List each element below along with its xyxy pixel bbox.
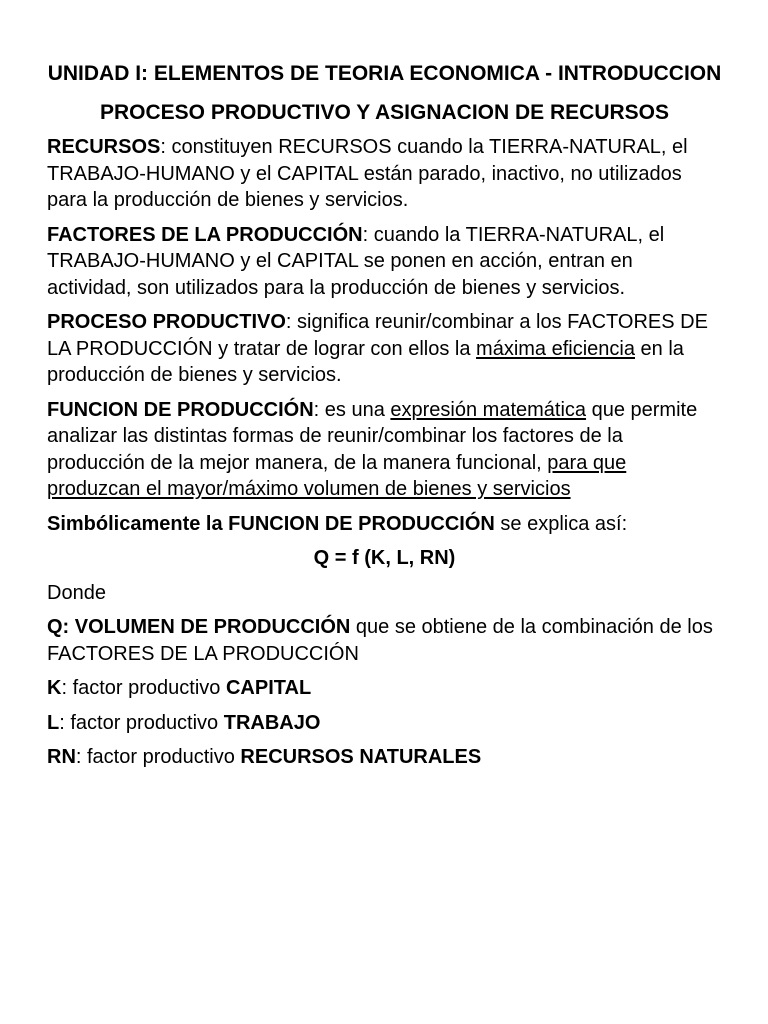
simbolicamente-bold: Simbólicamente la FUNCION DE PRODUCCIÓN	[47, 512, 495, 535]
l-definition	[47, 710, 722, 737]
k-text: : factor productivo	[61, 677, 226, 699]
factores-paragraph	[47, 222, 722, 302]
rn-value: RECURSOS NATURALES	[240, 746, 482, 768]
proceso-term: PROCESO PRODUCTIVO	[47, 311, 286, 333]
l-term: L	[47, 711, 60, 734]
simbolicamente-text: se explica así:	[494, 512, 628, 535]
proceso-text-b: en la producción de bienes y servicios.	[47, 337, 684, 386]
production-formula: Q = f (K, L, RN)	[313, 547, 456, 569]
q-text: que se obtiene de la combinación de los FACTORES DE LA PRODUCCIÓN	[47, 616, 713, 665]
proceso-paragraph	[47, 309, 722, 389]
q-definition	[47, 614, 722, 667]
funcion-underlined-a: expresión matemática	[390, 398, 587, 421]
factores-term: FACTORES DE LA PRODUCCIÓN	[47, 223, 363, 246]
factores-text: : cuando la TIERRA-NATURAL, el TRABAJO-HUMANO y el CAPITAL se ponen en acción, entran en actividad, son utilizados para la producción de bienes y servicios.	[47, 223, 665, 299]
rn-text: : factor productivo	[75, 746, 241, 768]
simbolicamente-paragraph	[47, 511, 722, 538]
document-subtitle: PROCESO PRODUCTIVO Y ASIGNACION DE RECURSOS	[99, 101, 670, 124]
rn-definition	[47, 744, 722, 771]
funcion-text-a: : es una	[313, 398, 391, 421]
rn-term: RN	[47, 746, 76, 768]
recursos-text: : constituyen RECURSOS cuando la TIERRA-NATURAL, el TRABAJO-HUMANO y el CAPITAL están parado, inactivo, no utilizados para la producción de bienes y servicios.	[47, 136, 688, 211]
l-value: TRABAJO	[223, 711, 321, 734]
funcion-text-b: que permite analizar las distintas formas de reunir/combinar los factores de la producción de la mejor manera, de la manera funcional,	[47, 398, 698, 474]
k-definition	[47, 675, 722, 702]
k-term: K	[47, 677, 62, 699]
proceso-underlined: máxima eficiencia	[476, 337, 635, 360]
proceso-text-a: : significa reunir/combinar a los FACTORES DE LA PRODUCCIÓN y tratar de lograr con ellos la	[47, 311, 708, 360]
funcion-paragraph	[47, 397, 722, 503]
q-term: Q: VOLUMEN DE PRODUCCIÓN	[47, 616, 351, 638]
donde-label: Donde	[47, 581, 106, 604]
funcion-underlined-b: para que produzcan el mayor/máximo volumen de bienes y servicios	[47, 451, 627, 500]
k-value: CAPITAL	[225, 677, 312, 699]
recursos-paragraph	[47, 134, 722, 214]
recursos-term: RECURSOS	[47, 136, 161, 158]
l-text: : factor productivo	[59, 711, 224, 734]
funcion-term: FUNCION DE PRODUCCIÓN	[47, 398, 314, 421]
document-title: UNIDAD I: ELEMENTOS DE TEORIA ECONOMICA - INTRODUCCION	[47, 62, 722, 85]
